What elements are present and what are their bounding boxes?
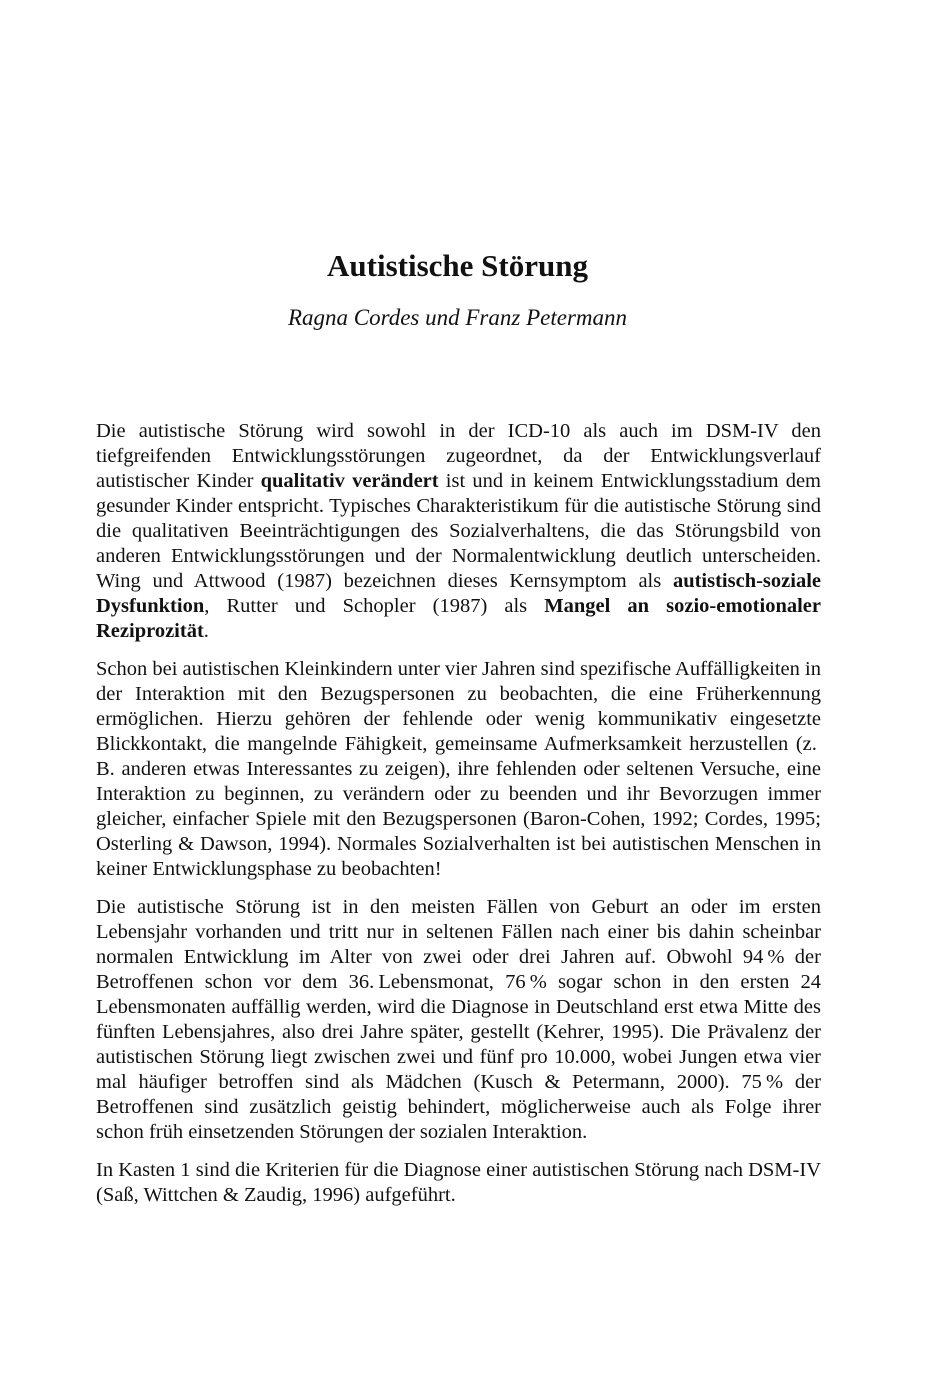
chapter-authors: Ragna Cordes und Franz Petermann <box>287 305 627 330</box>
paragraph-1-text-a: Die autistische Störung wird sowohl in der ICD-10 als auch im DSM-IV den tiefgreifenden Entwicklungsstörungen zugeordnet, da der Entwicklungsverlauf autistischer Kinder <box>96 420 821 492</box>
paragraph-1-text-c: , Rutter und Schopler (1987) als <box>204 595 545 617</box>
chapter-title: Autistische Störung <box>327 248 588 283</box>
paragraph-1-text-d: . <box>203 620 209 642</box>
paragraph-1-text-b: ist und in keinem Entwicklungsstadium dem gesunder Kinder entspricht. Typisches Charakteristikum für die autistische Störung sind die qualitativen Beeinträchtigungen des Sozialverhaltens, die das Störungsbild von anderen Entwicklungsstörungen und der Normalentwicklung deutlich unterscheiden. Wing und Attwood (1987) bezeichnen dieses Kernsymptom als <box>96 470 821 592</box>
paragraph-2: Schon bei autistischen Kleinkindern unter vier Jahren sind spezifische Auffälligkeiten in der Interaktion mit den Bezugspersonen zu beobachten, die eine Früherkennung ermöglichen. Hierzu gehören der fehlende oder wenig kommunikativ eingesetzte Blickkontakt, die mangelnde Fähigkeit, gemeinsame Aufmerksamkeit herzustellen (z. B. anderen etwas Interessantes zu zeigen), ihre fehlenden oder seltenen Versuche, eine Interaktion zu beginnen, zu verändern oder zu beenden und ihr Bevorzugen immer gleicher, einfacher Spiele mit den Bezugspersonen (Baron-Cohen, 1992; Cordes, 1995; Osterling & Dawson, 1994). Normales Sozialverhalten ist bei autistischen Menschen in keiner Entwicklungsphase zu beobachten! <box>96 658 821 880</box>
term-qualitativ-veraendert: qualitativ verändert <box>260 470 439 492</box>
paragraph-4: In Kasten 1 sind die Kriterien für die Diagnose einer autistischen Störung nach DSM-IV (Saß, Wittchen & Zaudig, 1996) aufgeführt. <box>96 1159 821 1206</box>
term-autistisch-soziale-dysfunktion: autistisch-soziale Dysfunktion <box>96 570 821 617</box>
term-mangel-an-reziprozitaet: Mangel an sozio-emotionaler Reziprozität <box>96 595 821 642</box>
paragraph-1 <box>96 419 821 644</box>
body-text <box>96 419 821 1221</box>
paragraph-3: Die autistische Störung ist in den meisten Fällen von Geburt an oder im ersten Lebensjahr vorhanden und tritt nur in seltenen Fällen nach einer bis dahin scheinbar normalen Entwicklung im Alter von zwei oder drei Jahren auf. Obwohl 94 % der Betroffenen schon vor dem 36. Lebensmonat, 76 % sogar schon in den ersten 24 Lebensmonaten auffällig werden, wird die Diagnose in Deutschland erst etwa Mitte des fünften Lebensjahres, also drei Jahre später, gestellt (Kehrer, 1995). Die Prävalenz der autistischen Störung liegt zwischen zwei und fünf pro 10.000, wobei Jungen etwa vier mal häufiger betroffen sind als Mädchen (Kusch & Petermann, 2000). 75 % der Betroffenen sind zusätzlich geistig behindert, möglicherweise auch als Folge ihrer schon früh einsetzenden Störungen der sozialen Interaktion. <box>96 896 821 1143</box>
